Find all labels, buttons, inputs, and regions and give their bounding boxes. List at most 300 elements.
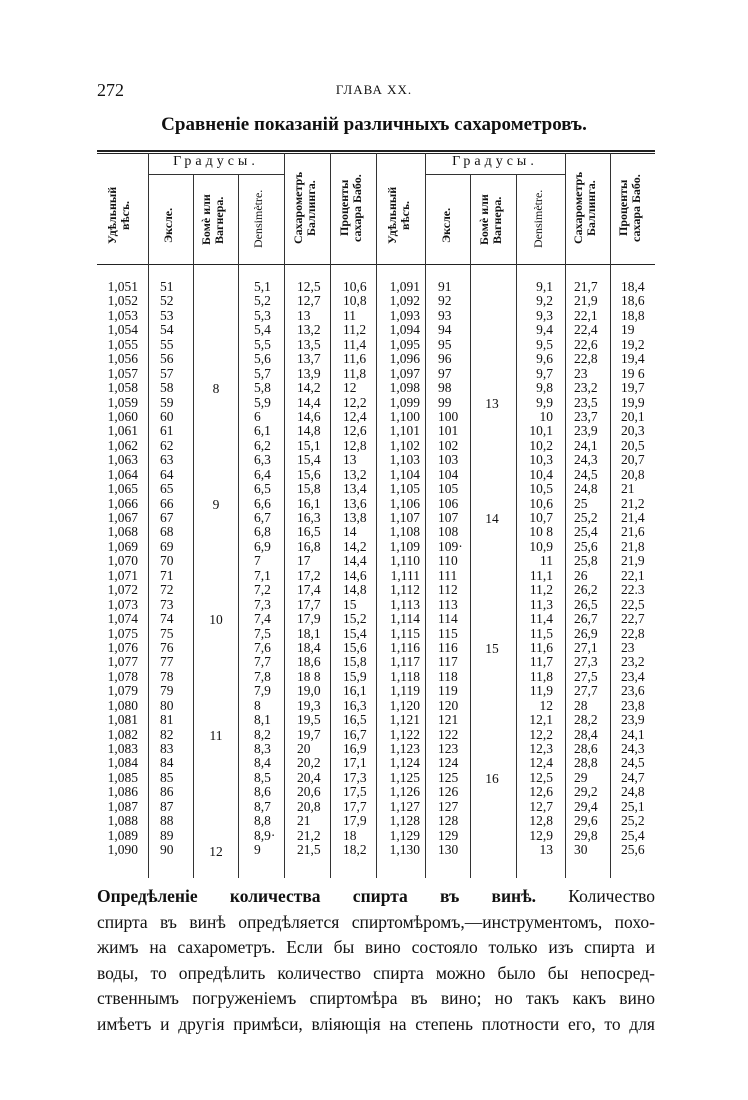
table-cell: 13,8 <box>343 510 367 525</box>
table-cell: 21,4 <box>621 510 645 525</box>
table-cell: 1,099 <box>389 394 420 410</box>
table-cell: 101 <box>438 423 459 439</box>
table-cell: 17,7 <box>297 596 321 612</box>
table-cell: 1,112 <box>390 582 420 598</box>
table-cell: 1,093 <box>389 307 420 323</box>
table-cell: 19,2 <box>621 336 645 352</box>
table-cell: 25,2 <box>574 510 598 525</box>
table-cell: 12,3 <box>529 741 553 756</box>
table-cell: 9,4 <box>536 322 553 338</box>
table-cell: 14 <box>343 524 357 540</box>
table-cell: 16,1 <box>297 495 321 511</box>
table-cell: 15,9 <box>343 668 367 684</box>
table-cell: 8,9· <box>254 827 276 843</box>
table-cell: 1,109 <box>389 538 420 554</box>
header-baume: Бомѐ или Вагнера. <box>477 194 504 246</box>
column-balling-right <box>574 280 606 858</box>
table-cell: 119 <box>438 683 458 699</box>
table-cell: 1,053 <box>107 307 138 323</box>
header-densimetre: Densimètre. <box>251 189 265 249</box>
table-cell: 1,094 <box>389 322 420 338</box>
table-cell: 18 8 <box>297 668 321 684</box>
table-cell: 57 <box>160 365 174 381</box>
table-cell: 27,7 <box>574 683 598 699</box>
column-oechsle-right <box>438 280 468 858</box>
table-cell: 97 <box>438 365 452 381</box>
table-cell: 19,4 <box>621 351 645 367</box>
header-baume: Бомѐ или Вагнера. <box>199 194 226 246</box>
table-cell: 1,090 <box>107 842 138 858</box>
table-cell: 13 <box>297 307 311 323</box>
table-cell: 7,7 <box>254 654 271 670</box>
table-cell: 7,3 <box>254 596 271 612</box>
table-cell: 22.3 <box>621 582 645 598</box>
table-cell: 108 <box>438 524 459 540</box>
col-divider <box>238 174 239 878</box>
table-cell: 1,122 <box>389 726 420 742</box>
table-cell: 1,110 <box>390 553 420 569</box>
table-cell: 19 6 <box>621 365 645 381</box>
table-cell: 1,087 <box>107 798 138 814</box>
table-cell: 56 <box>160 351 174 367</box>
table-cell: 29,2 <box>574 784 598 800</box>
table-cell: 1,125 <box>389 769 420 785</box>
table-cell: 116 <box>438 639 458 655</box>
table-cell: 111 <box>438 567 458 583</box>
table-cell: 22,7 <box>621 611 645 627</box>
table-cell: 117 <box>438 654 458 670</box>
table-cell: 23,2 <box>574 380 598 396</box>
table-cell: 1,108 <box>389 524 420 540</box>
table-cell: 11,8 <box>529 668 553 684</box>
table-cell: 7,4 <box>254 611 271 627</box>
table-cell: 1,127 <box>389 798 420 814</box>
table-cell: 16,3 <box>297 510 321 525</box>
table-cell: 22,8 <box>574 351 598 367</box>
table-cell: 20,1 <box>621 408 645 424</box>
table-cell: 30 <box>574 842 588 858</box>
table-cell: 16,1 <box>343 683 367 699</box>
table-cell: 10,4 <box>529 466 553 482</box>
table-cell: 1,113 <box>390 596 420 612</box>
table-cell: 22,1 <box>574 307 598 323</box>
table-cell: 1,058 <box>107 380 138 396</box>
table-cell: 11,4 <box>343 336 367 352</box>
table-cell: 12,6 <box>529 784 553 800</box>
table-cell: 11 <box>343 307 356 323</box>
table-cell: 22,5 <box>621 596 645 612</box>
table-cell: 26,2 <box>574 582 598 598</box>
table-cell: 17,9 <box>343 813 367 829</box>
table-cell: 27,1 <box>574 639 598 655</box>
table-cell: 9,2 <box>536 293 553 309</box>
table-cell: 16,8 <box>297 538 321 554</box>
table-cell: 1,101 <box>389 423 420 439</box>
table-cell: 26 <box>574 567 588 583</box>
table-cell: 24,8 <box>574 481 598 497</box>
table-cell: 22,4 <box>574 322 598 338</box>
table-cell: 26,7 <box>574 611 598 627</box>
table-cell: 6,9 <box>254 538 271 554</box>
table-cell: 21,9 <box>621 553 645 569</box>
table-cell: 118 <box>438 668 458 684</box>
table-cell: 100 <box>438 408 459 424</box>
table-cell: 74 <box>160 611 174 627</box>
table-cell: 90 <box>160 842 174 858</box>
table-cell: 105 <box>438 481 459 497</box>
table-cell: 13,6 <box>343 495 367 511</box>
table-cell: 9,8 <box>536 380 553 396</box>
table-top-rule <box>97 150 655 152</box>
table-cell: 24,5 <box>574 466 598 482</box>
table-cell: 1,067 <box>107 510 138 525</box>
table-cell: 14,4 <box>297 394 321 410</box>
table-cell: 75 <box>160 625 174 641</box>
table-cell: 23,8 <box>621 697 645 713</box>
table-cell: 11,2 <box>529 582 553 598</box>
table-cell: 29,8 <box>574 827 598 843</box>
table-cell: 115 <box>438 625 458 641</box>
col-divider <box>610 153 611 878</box>
table-cell: 15,8 <box>343 654 367 670</box>
table-cell: 10 <box>539 408 553 424</box>
table-cell: 25,6 <box>621 842 645 858</box>
table-cell: 17,1 <box>343 755 367 771</box>
table-cell: 21,2 <box>297 827 321 843</box>
table-cell: 9 <box>212 496 220 512</box>
table-cell: 20 <box>297 741 311 756</box>
table-cell: 25 <box>574 495 588 511</box>
column-specific-gravity-right <box>380 280 420 858</box>
table-cell: 28,8 <box>574 755 598 771</box>
table-cell: 28,4 <box>574 726 598 742</box>
table-cell: 1,057 <box>107 365 138 381</box>
table-cell: 11,9 <box>529 683 553 699</box>
table-cell: 7,9 <box>254 683 271 699</box>
table-cell: 15,1 <box>297 437 321 453</box>
table-cell: 1,070 <box>107 553 138 569</box>
header-specific-gravity: Удѣльный вѣсъ. <box>105 186 132 244</box>
table-cell: 12,6 <box>343 423 367 439</box>
table-cell: 1,059 <box>107 394 138 410</box>
table-cell: 126 <box>438 784 459 800</box>
table-cell: 55 <box>160 336 174 352</box>
table-cell: 113 <box>438 596 458 612</box>
table-cell: 20,6 <box>297 784 321 800</box>
table-cell: 15,4 <box>297 452 321 468</box>
table-cell: 18 <box>343 827 357 843</box>
table-cell: 17,9 <box>297 611 321 627</box>
table-cell: 1,082 <box>107 726 138 742</box>
table-cell: 14,2 <box>343 538 367 554</box>
table-cell: 1,117 <box>390 654 420 670</box>
table-cell: 14,8 <box>297 423 321 439</box>
table-cell: 12,4 <box>529 755 553 771</box>
table-cell: 1,115 <box>390 625 420 641</box>
table-cell: 1,062 <box>107 437 138 453</box>
table-cell: 6,2 <box>254 437 271 453</box>
table-cell: 77 <box>160 654 174 670</box>
table-cell: 17,2 <box>297 567 321 583</box>
table-cell: 1,081 <box>107 712 138 728</box>
table-cell: 24,3 <box>621 741 645 756</box>
body-text-line: спирта въ винѣ опредѣляется спиртомѣромъ,—инструментомъ, похо- <box>97 911 655 932</box>
table-cell: 19,7 <box>621 380 645 396</box>
table-cell: 1,097 <box>389 365 420 381</box>
table-title: Сравненіе показаній различныхъ сахарометровъ. <box>161 114 587 135</box>
column-specific-gravity-left <box>98 280 138 858</box>
body-text <box>97 884 655 1037</box>
col-divider <box>330 153 331 878</box>
table-cell: 13 <box>485 395 499 411</box>
table-cell: 23 <box>621 639 635 655</box>
table-cell: 85 <box>160 769 174 785</box>
table-cell: 15,6 <box>297 466 321 482</box>
header-babo: Проценты сахара Бабо. <box>616 174 643 242</box>
table-cell: 8 <box>212 381 220 397</box>
table-cell: 28,6 <box>574 741 598 756</box>
table-cell: 23,9 <box>621 712 645 728</box>
table-cell: 23,4 <box>621 668 645 684</box>
table-cell: 1,121 <box>389 712 420 728</box>
table-cell: 1,126 <box>389 784 420 800</box>
table-cell: 10 8 <box>529 524 553 540</box>
table-cell: 19,9 <box>621 394 645 410</box>
table-cell: 6,7 <box>254 510 271 525</box>
page-number: 272 <box>97 80 124 100</box>
table-cell: 11 <box>209 727 223 743</box>
body-text-line-1 <box>97 884 655 910</box>
table-cell: 1,074 <box>107 611 138 627</box>
table-cell: 13,5 <box>297 336 321 352</box>
table-cell: 107 <box>438 510 459 525</box>
table-cell: 1,130 <box>389 842 420 858</box>
table-cell: 103 <box>438 452 459 468</box>
table-cell: 20,5 <box>621 437 645 453</box>
table-cell: 16,9 <box>343 741 367 756</box>
table-cell: 10,5 <box>529 481 553 497</box>
table-cell: 27,5 <box>574 668 598 684</box>
table-cell: 61 <box>160 423 174 439</box>
table-cell: 1,085 <box>107 769 138 785</box>
table-cell: 11,7 <box>529 654 553 670</box>
table-cell: 71 <box>160 567 174 583</box>
table-cell: 1,065 <box>107 481 138 497</box>
table-cell: 8,2 <box>254 726 271 742</box>
table-cell: 1,092 <box>389 293 420 309</box>
table-cell: 25,1 <box>621 798 645 814</box>
col-divider <box>470 174 471 878</box>
table-cell: 1,105 <box>389 481 420 497</box>
table-cell: 15,6 <box>343 639 367 655</box>
table-cell: 6 <box>254 408 261 424</box>
table-cell: 67 <box>160 510 174 525</box>
table-cell: 96 <box>438 351 452 367</box>
table-cell: 17 <box>297 553 311 569</box>
table-cell: 20,8 <box>297 798 321 814</box>
table-cell: 23,9 <box>574 423 598 439</box>
table-cell: 24,3 <box>574 452 598 468</box>
table-cell: 53 <box>160 307 174 323</box>
table-cell: 63 <box>160 452 174 468</box>
table-cell: 15,2 <box>343 611 367 627</box>
table-cell: 11 <box>540 553 553 569</box>
table-cell: 5,7 <box>254 365 271 381</box>
table-cell: 109· <box>438 538 463 554</box>
table-cell: 13,4 <box>343 481 367 497</box>
table-cell: 1,091 <box>389 279 420 294</box>
table-cell: 95 <box>438 336 452 352</box>
table-cell: 84 <box>160 755 174 771</box>
table-cell: 15,4 <box>343 625 367 641</box>
table-cell: 51 <box>160 279 174 294</box>
table-cell: 1,083 <box>107 741 138 756</box>
table-cell: 1,124 <box>389 755 420 771</box>
table-cell: 66 <box>160 495 174 511</box>
col-divider <box>425 153 426 878</box>
table-cell: 18,8 <box>621 307 645 323</box>
table-cell: 52 <box>160 293 174 309</box>
table-cell: 69 <box>160 538 174 554</box>
table-cell: 14,4 <box>343 553 367 569</box>
table-cell: 5,4 <box>254 322 271 338</box>
table-cell: 10,2 <box>529 437 553 453</box>
table-cell: 12 <box>209 843 223 859</box>
table-cell: 5,6 <box>254 351 271 367</box>
section-heading: Опредѣленіе количества спирта въ винѣ. <box>97 886 537 906</box>
table-cell: 6,3 <box>254 452 271 468</box>
table-cell: 22,8 <box>621 625 645 641</box>
table-cell: 1,104 <box>389 466 420 482</box>
header-densimetre: Densimètre. <box>531 189 545 249</box>
table-cell: 1,095 <box>389 336 420 352</box>
header-babo: Проценты сахара Бабо. <box>337 174 364 242</box>
table-cell: 6,5 <box>254 481 271 497</box>
table-cell: 1,088 <box>107 813 138 829</box>
body-text-line: имѣетъ и другія примѣси, вліяющія на степень плотности его, то для <box>97 1013 655 1034</box>
table-cell: 28,2 <box>574 712 598 728</box>
table-cell: 13,2 <box>343 466 367 482</box>
table-cell: 68 <box>160 524 174 540</box>
table-cell: 16,5 <box>297 524 321 540</box>
table-cell: 1,098 <box>389 380 420 396</box>
table-cell: 19,7 <box>297 726 321 742</box>
table-cell: 12,5 <box>529 769 553 785</box>
table-cell: 1,068 <box>107 524 138 540</box>
table-cell: 93 <box>438 307 452 323</box>
table-cell: 73 <box>160 596 174 612</box>
table-cell: 11,6 <box>343 351 367 367</box>
table-cell: 18,1 <box>297 625 321 641</box>
table-cell: 1,051 <box>107 279 138 294</box>
table-cell: 1,120 <box>389 697 420 713</box>
table-cell: 18,2 <box>343 842 367 858</box>
table-cell: 21,2 <box>621 495 645 511</box>
table-cell: 1,080 <box>107 697 138 713</box>
table-cell: 13,7 <box>297 351 321 367</box>
table-cell: 23,6 <box>621 683 645 699</box>
table-cell: 12,8 <box>343 437 367 453</box>
table-cell: 12,2 <box>529 726 553 742</box>
table-cell: 8,5 <box>254 769 271 785</box>
table-cell: 1,116 <box>390 639 420 655</box>
table-cell: 25,4 <box>574 524 598 540</box>
table-cell: 12,8 <box>529 813 553 829</box>
table-cell: 9 <box>254 842 261 858</box>
table-cell: 78 <box>160 668 174 684</box>
table-cell: 16,5 <box>343 712 367 728</box>
table-cell: 64 <box>160 466 174 482</box>
table-cell: 1,079 <box>107 683 138 699</box>
table-cell: 16 <box>485 771 499 787</box>
table-cell: 21,6 <box>621 524 645 540</box>
table-cell: 24,5 <box>621 755 645 771</box>
table-cell: 17,4 <box>297 582 321 598</box>
table-cell: 1,107 <box>389 510 420 525</box>
table-cell: 23 <box>574 365 588 381</box>
table-cell: 8,7 <box>254 798 271 814</box>
table-cell: 12,1 <box>529 712 553 728</box>
table-cell: 102 <box>438 437 459 453</box>
table-cell: 1,106 <box>389 495 420 511</box>
table-cell: 7,2 <box>254 582 271 598</box>
table-cell: 18,6 <box>621 293 645 309</box>
table-cell: 21,9 <box>574 293 598 309</box>
table-cell: 15,8 <box>297 481 321 497</box>
table-cell: 89 <box>160 827 174 843</box>
table-cell: 125 <box>438 769 459 785</box>
table-cell: 62 <box>160 437 174 453</box>
table-cell: 1,119 <box>390 683 420 699</box>
table-cell: 112 <box>438 582 458 598</box>
table-cell: 1,084 <box>107 755 138 771</box>
table-cell: 9,6 <box>536 351 553 367</box>
table-cell: 7,1 <box>254 567 271 583</box>
column-densimetre-right <box>518 280 553 858</box>
table-cell: 21 <box>297 813 311 829</box>
table-cell: 18,4 <box>621 279 645 294</box>
table-cell: 10,7 <box>529 510 553 525</box>
table-cell: 18,6 <box>297 654 321 670</box>
table-cell: 16,7 <box>343 726 367 742</box>
table-cell: 12 <box>343 380 357 396</box>
table-cell: 58 <box>160 380 174 396</box>
body-text-line: воды, то опредѣлить количество спирта можно было бы непосред- <box>97 962 655 983</box>
table-cell: 83 <box>160 741 174 756</box>
table-cell: 20,8 <box>621 466 645 482</box>
table-cell: 5,2 <box>254 293 271 309</box>
table-cell: 13 <box>539 842 553 858</box>
table-cell: 8 <box>254 697 261 713</box>
table-cell: 9,1 <box>536 279 553 294</box>
column-densimetre-left <box>254 280 284 858</box>
table-cell: 25,6 <box>574 538 598 554</box>
table-cell: 1,129 <box>389 827 420 843</box>
table-cell: 7 <box>254 553 261 569</box>
table-cell: 5,3 <box>254 307 271 323</box>
table-cell: 24,1 <box>621 726 645 742</box>
body-text-line: ственнымъ погруженіемъ спиртомѣра въ вино; но такъ какъ вино <box>97 988 655 1008</box>
table-cell: 23,2 <box>621 654 645 670</box>
table-cell: 1,060 <box>107 408 138 424</box>
group-rule-right <box>425 174 565 175</box>
table-cell: 17,5 <box>343 784 367 800</box>
table-cell: 11,6 <box>529 639 553 655</box>
table-cell: 12 <box>539 697 553 713</box>
table-cell: 11,1 <box>529 567 553 583</box>
table-cell: 130 <box>438 842 459 858</box>
table-cell: 11,8 <box>343 365 367 381</box>
